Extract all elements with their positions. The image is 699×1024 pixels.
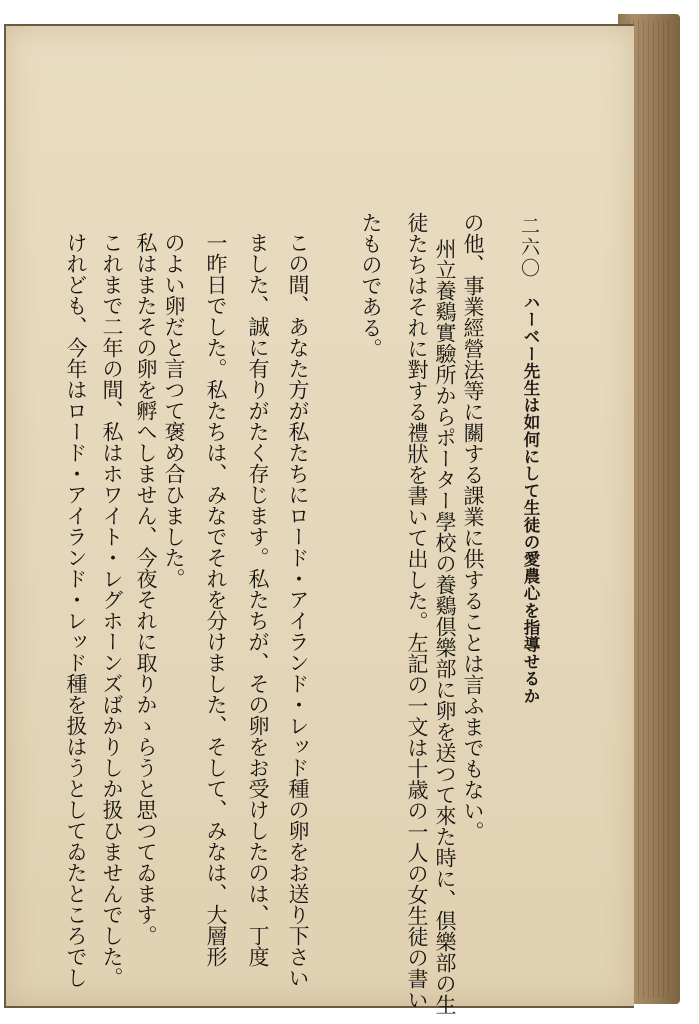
text-column-4: たものである。 [359,212,383,359]
page-edge-texture [628,20,672,998]
page-number: 二六〇 [518,216,540,279]
letter-column-4: のよい卵だと言つて褒め合ひました。 [162,232,186,589]
text-column-2: 州立養鷄實驗所からポーター學校の養鷄倶樂部に卵を送つて來た時に、倶樂部の生 [433,238,457,1015]
letter-column-6: これまで二年の間、私はホワイト・レグホーンズばかりしか扱ひませんでした。 [100,232,124,988]
letter-column-3: 一昨日でした。私たちは、みなでそれを分けました、そして、みなは、大層形 [204,232,228,967]
letter-column-5: 私はまたその卵を孵へしません、今夜それに取りかゝらうと思つてゐます。 [134,232,158,946]
letter-column-7: けれども、今年はロード・アイランド・レッド種を扱はうとしてゐたところでし [64,232,88,988]
book-page [4,24,634,1015]
letter-column-2: ました、誠に有りがたく存じます。私たちが、その卵をお受けしたのは、丁度 [246,232,270,967]
running-head: ハーベー先生は如何にして生徒の愛農心を指導せるか [521,294,540,705]
letter-column-1: この間、あなた方が私たちにロード・アイランド・レッド種の卵をお送り下さい [286,232,310,988]
text-column-3: 徒たちはそれに對する禮狀を書いて出した。左記の一文は十歳の一人の女生徒の書い [405,212,429,1010]
text-column-1: の他、事業經營法等に關する課業に供することは言ふまでもない。 [461,212,485,842]
